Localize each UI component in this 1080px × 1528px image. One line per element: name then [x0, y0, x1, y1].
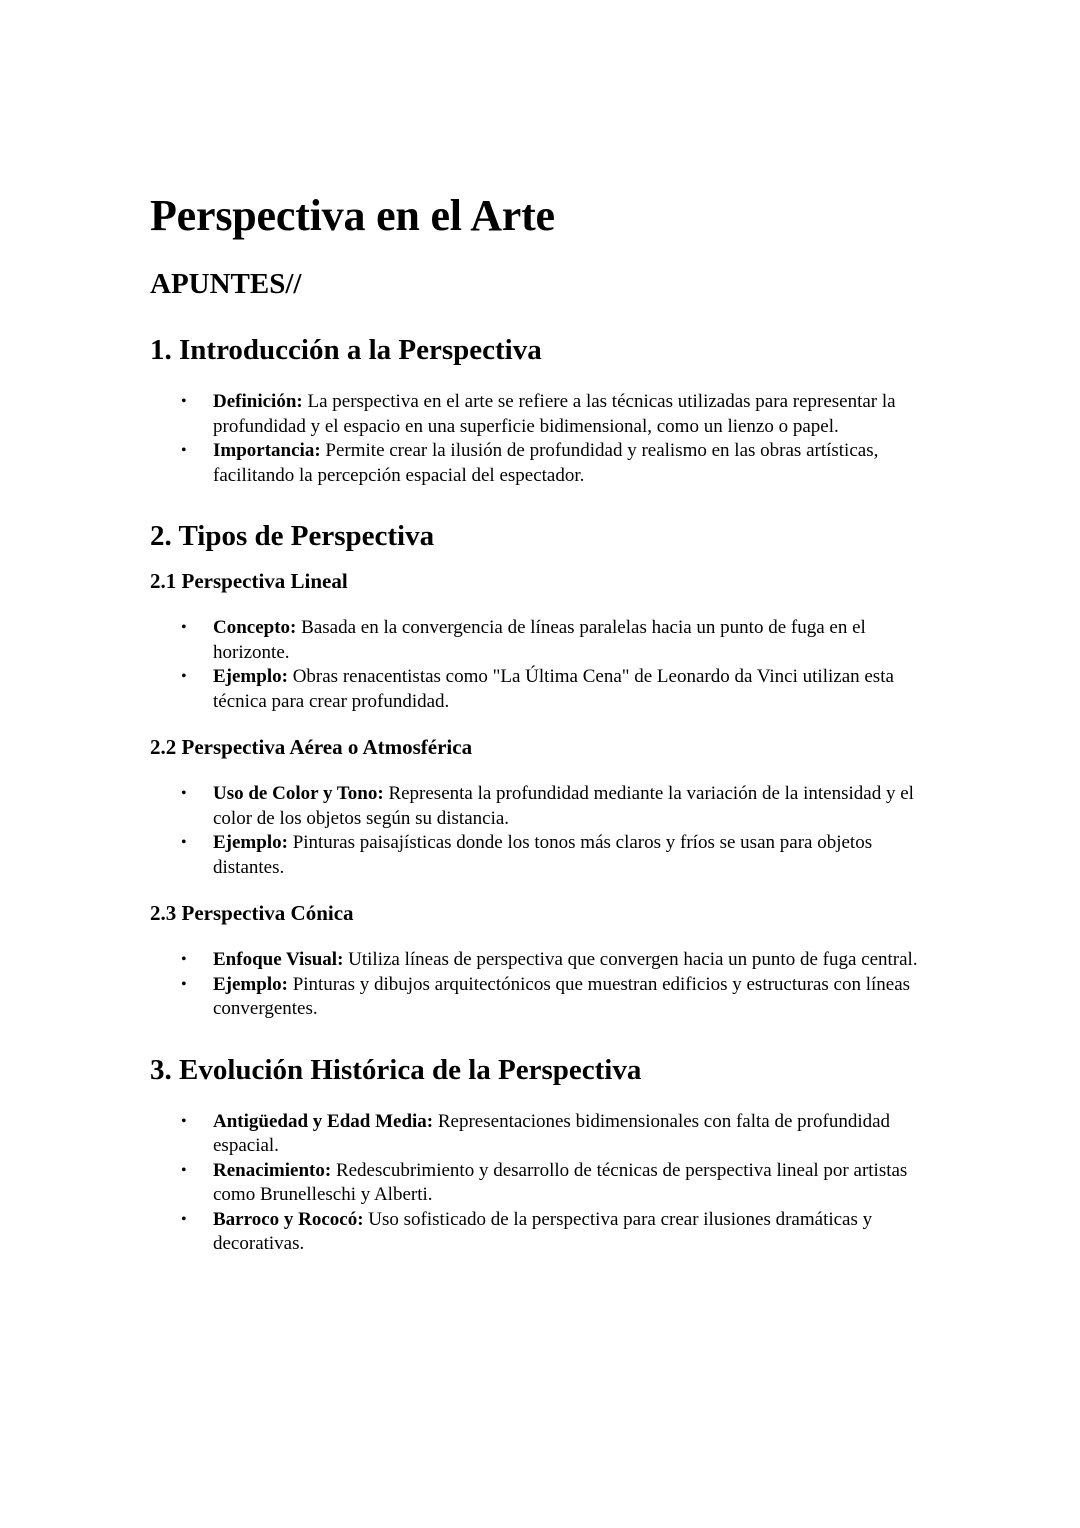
section-heading-introduccion: 1. Introducción a la Perspectiva: [150, 334, 542, 366]
bullet-icon: •: [181, 951, 187, 968]
bullet-icon: •: [181, 1112, 187, 1130]
item-text: Basada en la convergencia de líneas paralelas hacia un punto de fuga en el horizonte.: [213, 617, 866, 663]
bullet-list-conica: [150, 948, 940, 1022]
bullet-list-lineal: [150, 616, 940, 714]
item-term: Definición:: [213, 391, 303, 412]
bullet-icon: •: [181, 442, 187, 459]
item-term: Antigüedad y Edad Media:: [213, 1110, 434, 1132]
item-text: Representa la profundidad mediante la variación de la intensidad y el color de los objetos según su distancia.: [213, 783, 914, 829]
item-term: Ejemplo:: [213, 973, 288, 995]
list-item: [150, 831, 940, 880]
list-item: [150, 1159, 940, 1208]
item-term: Barroco y Rococó:: [213, 1208, 364, 1230]
list-item: [150, 616, 940, 665]
item-text: Redescubrimiento y desarrollo de técnicas de perspectiva lineal por artistas como Brunelleschi y Alberti.: [213, 1159, 908, 1205]
bullet-icon: •: [181, 619, 187, 636]
item-term: Uso de Color y Tono:: [213, 783, 384, 804]
bullet-list-introduccion: [150, 390, 940, 488]
item-term: Concepto:: [213, 617, 297, 638]
list-item: [150, 665, 940, 714]
bullet-icon: •: [181, 834, 187, 851]
list-item: [150, 973, 940, 1022]
document-title: Perspectiva en el Arte: [150, 191, 555, 240]
list-item: [150, 1110, 940, 1159]
item-text: La perspectiva en el arte se refiere a las técnicas utilizadas para representar la profundidad y el espacio en una superficie bidimensional, como un lienzo o papel.: [213, 391, 896, 437]
item-text: Uso sofisticado de la perspectiva para crear ilusiones dramáticas y decorativas.: [213, 1208, 873, 1254]
item-text: Pinturas y dibujos arquitectónicos que muestran edificios y estructuras con líneas convergentes.: [213, 973, 911, 1019]
item-term: Renacimiento:: [213, 1159, 332, 1181]
item-text: Utiliza líneas de perspectiva que convergen hacia un punto de fuga central.: [343, 949, 918, 970]
document-page: [150, 190, 940, 1257]
item-term: Ejemplo:: [213, 666, 288, 687]
bullet-icon: •: [181, 668, 187, 685]
document-subtitle: APUNTES//: [150, 268, 302, 300]
item-term: Ejemplo:: [213, 832, 288, 853]
list-item: [150, 390, 940, 439]
bullet-list-aerea: [150, 782, 940, 880]
subsection-heading-lineal: 2.1 Perspectiva Lineal: [150, 569, 348, 593]
list-item: [150, 782, 940, 831]
item-text: Pinturas paisajísticas donde los tonos más claros y fríos se usan para objetos distantes.: [213, 832, 873, 878]
item-text: Permite crear la ilusión de profundidad y realismo en las obras artísticas, facilitando la percepción espacial del espectador.: [213, 440, 879, 486]
list-item: [150, 1208, 940, 1257]
bullet-icon: •: [181, 785, 187, 802]
section-heading-tipos: 2. Tipos de Perspectiva: [150, 520, 435, 552]
section-heading-evolucion: 3. Evolución Histórica de la Perspectiva: [150, 1053, 642, 1086]
item-term: Enfoque Visual:: [213, 949, 344, 970]
item-term: Importancia:: [213, 440, 321, 461]
bullet-icon: •: [181, 1161, 187, 1179]
subsection-heading-aerea: 2.2 Perspectiva Aérea o Atmosférica: [150, 735, 473, 759]
item-text: Obras renacentistas como "La Última Cena" de Leonardo da Vinci utilizan esta técnica para crear profundidad.: [213, 666, 894, 712]
bullet-list-evolucion: [150, 1110, 940, 1257]
bullet-icon: •: [181, 1210, 187, 1228]
item-text: Representaciones bidimensionales con falta de profundidad espacial.: [213, 1110, 891, 1156]
bullet-icon: •: [181, 975, 187, 993]
list-item: [150, 948, 940, 973]
list-item: [150, 439, 940, 488]
subsection-heading-conica: 2.3 Perspectiva Cónica: [150, 901, 354, 925]
bullet-icon: •: [181, 393, 187, 410]
